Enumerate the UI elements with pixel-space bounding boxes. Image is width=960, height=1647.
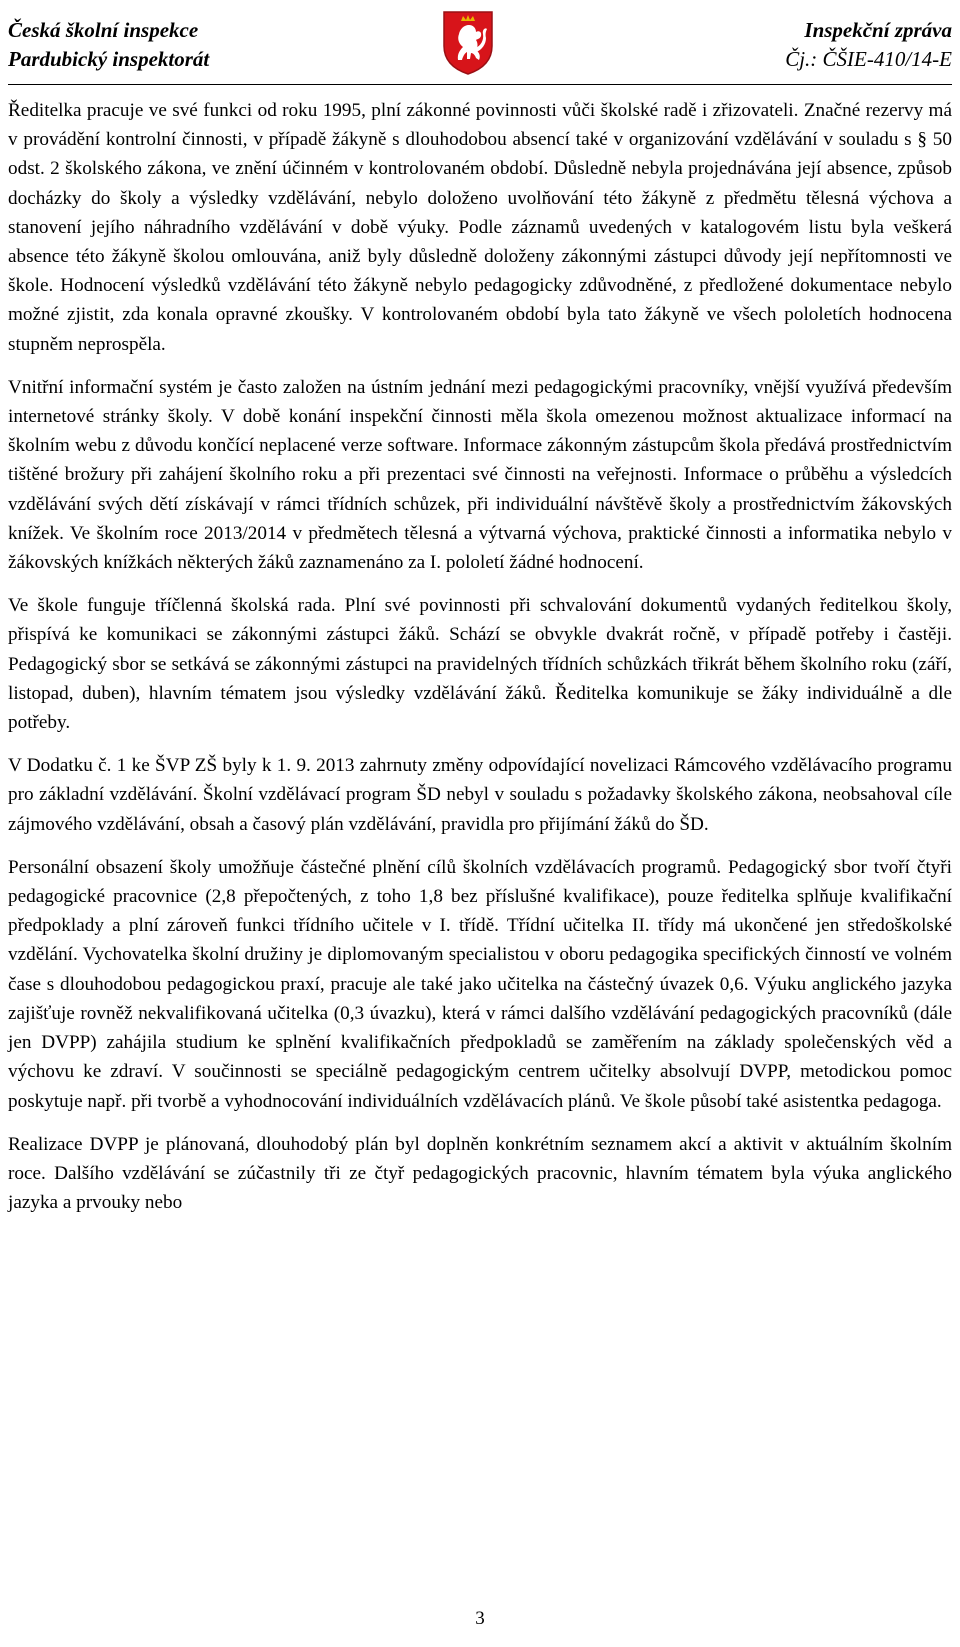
inspectorate-name: Pardubický inspektorát (8, 47, 210, 71)
header-divider (8, 84, 952, 85)
inspection-authority-name: Česká školní inspekce (8, 18, 199, 42)
paragraph-school-council: Ve škole funguje tříčlenná školská rada. Plní své povinnosti při schvalování dokumentů vydaných ředitelkou školy, přispívá ke komunikaci se zákonnými zástupci žáků. Schází se obvykle dvakrát ročně, v případě potřeby i častěji. Pedagogický sbor se setkává se zákonnými zástupci na pravidelných třídních schůzkách třikrát během školního roku (září, listopad, duben), hlavním tématem jsou výsledky vzdělávání žáků. Ředitelka komunikuje se žáky individuálně a dle potřeby. (8, 595, 952, 734)
header-left (8, 16, 209, 74)
page-number: 3 (475, 1608, 485, 1629)
czech-lion-coat-of-arms-icon (442, 10, 494, 76)
reference-number: Čj.: ČŠIE-410/14-E (785, 47, 952, 71)
paragraph-staffing: Personální obsazení školy umožňuje částečné plnění cílů školních vzdělávacích programů. Pedagogický sbor tvoří čtyři pedagogické pracovnice (2,8 přepočtených, z toho 1,8 bez příslušné kvalifikace), pouze ředitelka splňuje kvalifikační předpoklady a plní zároveň funkci třídního učitele v I. třídě. Třídní učitelka II. třídy má ukončené jen středoškolské vzdělání. Vychovatelka školní družiny je diplomovaným specialistou v oboru pedagogika specifických činností ve volném čase s dlouhodobou pedagogickou praxí, pracuje ale také jako učitelka na částečný úvazek 0,6. Výuku anglického jazyka zajišťuje rovněž nekvalifikovaná učitelka (0,3 úvazku), která v rámci dalšího vzdělávání pedagogických pracovníků (dále jen DVPP) zahájila studium ke splnění kvalifikačních předpokladů se zaměřením na základy společenských věd a výchovu ke zdraví. V součinnosti se speciálně pedagogickým centrem učitelky absolvují DVPP, metodickou pomoc poskytuje např. při tvorbě a vyhodnocování individuálních vzdělávacích plánů. Ve škole působí také asistentka pedagoga. (8, 856, 952, 1112)
paragraph-professional-development: Realizace DVPP je plánovaná, dlouhodobý plán byl doplněn konkrétním seznamem akcí a aktivit v aktuálním školním roce. Dalšího vzdělávání se zúčastnily tři ze čtyř pedagogických pracovnic, hlavním tématem byla výuka anglického jazyka a prvouky nebo (8, 1133, 952, 1214)
paragraph-director-management: Ředitelka pracuje ve své funkci od roku 1995, plní zákonné povinnosti vůči školské radě i zřizovateli. Značné rezervy má v provádění kontrolní činnosti, v případě žákyně s dlouhodobou absencí také v organizování vzdělávání v souladu s § 50 odst. 2 školského zákona, ve znění účinném v kontrolovaném období. Důsledně nebyla projednávána její absence, způsob docházky do školy a výsledky vzdělávání, nebylo doloženo uvolňování této žákyně z předmětu tělesná výchova a stanovení jejího náhradního vzdělávání v době výuky. Podle záznamů uvedených v katalogovém listu byla veškerá absence této žákyně školou omlouvána, aniž byly důsledně doloženy zákonnými zástupci důvody její nepřítomnosti ve škole. Hodnocení výsledků vzdělávání této žákyně nebylo pedagogicky zdůvodněné, z předložené dokumentace nebylo možné zjistit, zda konala opravné zkoušky. V kontrolovaném období byla tato žákyně ve všech pololetích hodnocena stupněm neprospěla. (8, 100, 952, 355)
paragraph-curriculum: V Dodatku č. 1 ke ŠVP ZŠ byly k 1. 9. 2013 zahrnuty změny odpovídající novelizaci Rámcového vzdělávacího programu pro základní vzdělávání. Školní vzdělávací program ŠD nebyl v souladu s požadavky školského zákona, neobsahoval cíle zájmového vzdělávání, obsah a časový plán vzdělávání, pravidla pro přijímání žáků do ŠD. (8, 755, 952, 835)
report-body (8, 96, 952, 1231)
header-right (785, 16, 952, 74)
paragraph-information-system: Vnitřní informační systém je často založen na ústním jednání mezi pedagogickými pracovníky, vnější využívá především internetové stránky školy. V době konání inspekční činnosti měla škola omezenou možnost aktualizace informací na školním webu z důvodu končící neplacené verze software. Informace zákonným zástupcům škola předává prostřednictvím tištěné brožury při zahájení školního roku a při prezentaci své činnosti na veřejnosti. Informace o průběhu a výsledcích vzdělávání svých dětí získávají v rámci třídních schůzek, při individuální návštěvě školy a prostřednictvím žákovských knížek. Ve školním roce 2013/2014 v předmětech tělesná a výtvarná výchova, praktické činnosti a informatika nebylo v žákovských knížkách některých žáků zaznamenáno za I. pololetí žádné hodnocení. (8, 376, 952, 574)
report-type: Inspekční zpráva (804, 18, 952, 42)
page-header (8, 10, 952, 90)
